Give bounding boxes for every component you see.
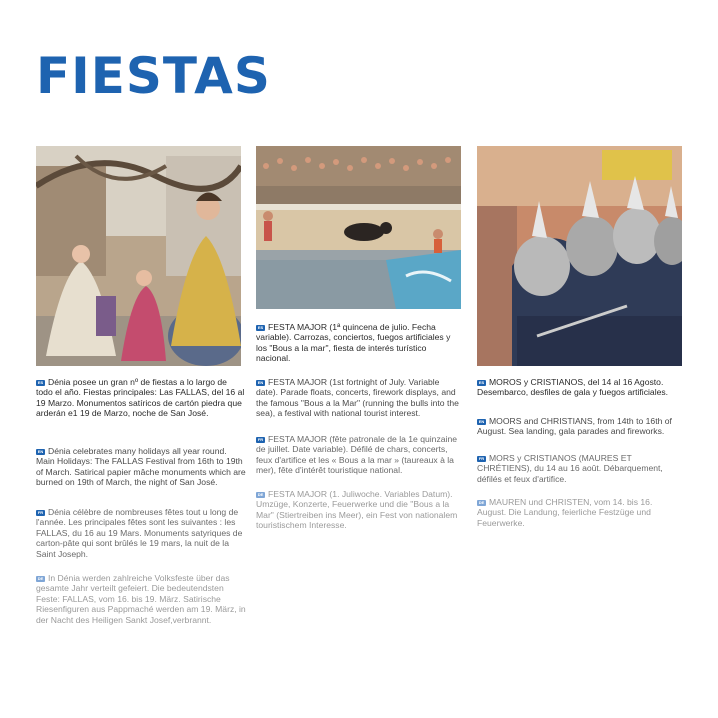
flag-icon: ES: [478, 380, 485, 385]
col2-spanish-text: ES FESTA MAJOR (1ª quincena de julio. Fecha variable). Carrozas, conciertos, fuegos artificiales y los "Bous a la mar", fiesta de interés turístico nacional.: [256, 322, 451, 364]
col1-german-text: DE In Dénia werden zahlreiche Volksfeste über das gesamte Jahr verteilt gefeiert. Die bedeutendsten Feste: FALLAS, vom 16. bis 19. März. Satirische Riesenfiguren aus Pappmaché werden am 19. März, in der Nacht des Heiligen Sankt Josef,verbrannt.: [36, 573, 246, 625]
flag-icon: ES: [257, 325, 264, 330]
page-title: FIESTAS: [36, 47, 271, 105]
flag-icon: DE: [257, 492, 264, 497]
col1-french-text: FR Dénia célèbre de nombreuses fêtes tout u long de l'année. Les principales fêtes sont les suivantes : les FALLAS, du 16 au 19 Mars. Monuments satyriques de carton-pâte qui sont brûlés le 19 mars, la nuit de la Saint Joseph.: [36, 507, 243, 559]
flag-icon: FR: [257, 437, 264, 442]
col1-english-text: EN Dénia celebrates many holidays all year round. Main Holidays: The FALLAS Festival from 16th to 19th of March. Satirical papier mâche monuments which are burned on 19th of March, the night of San José.: [36, 446, 246, 488]
flag-icon: DE: [478, 500, 485, 505]
col2-english-text: EN FESTA MAJOR (1st fortnight of July. Variable date). Parade floats, concerts, firework displays, and the famous "Bous a la Mar" (running the bulls into the sea), a festival with national tourist interest.: [256, 377, 459, 419]
flag-icon: ES: [37, 380, 44, 385]
flag-icon: FR: [478, 456, 485, 461]
col1-spanish-text: ES Dénia posee un gran nº de fiestas a lo largo de todo el año. Fiestas principales: Las FALLAS, del 16 al 19 Marzo. Monumentos satíricos de cartón piedra que arderán e1 19 de Marzo, noche de San José.: [36, 377, 245, 419]
moors-and-christians-photo: [477, 146, 682, 366]
col2-german-text: DE FESTA MAJOR (1. Juliwoche. Variables Datum). Umzüge, Konzerte, Feuerwerke und die "Bous a la Mar" (Stiertreiben ins Meer), ein Fest von nationalem touristischem Interesse.: [256, 489, 458, 531]
flag-icon: EN: [257, 380, 264, 385]
fallas-costume-photo: [36, 146, 241, 366]
col3-english-text: EN MOORS and CHRISTIANS, from 14th to 16th of August. Sea landing, gala parades and fireworks.: [477, 416, 672, 437]
col3-german-text: DE MAUREN und CHRISTEN, vom 14. bis 16. August. Die Landung, feierliche Festzüge und Feuerwerke.: [477, 497, 653, 528]
flag-icon: FR: [37, 510, 44, 515]
flag-icon: DE: [37, 576, 44, 581]
col2-french-text: FR FESTA MAJOR (fête patronale de la 1e quinzaine de juillet. Date variable). Défilé de chars, concerts, feux d'artifice et les « Bous a la mar » (taureaux à la mer), fête d'intérêt touristique national.: [256, 434, 458, 476]
flag-icon: EN: [478, 419, 485, 424]
flag-icon: EN: [37, 449, 44, 454]
bous-a-la-mar-photo: [256, 146, 461, 309]
col3-spanish-text: ES MOROS y CRISTIANOS, del 14 al 16 Agosto. Desembarco, desfiles de gala y fuegos artificiales.: [477, 377, 669, 398]
col3-french-text: FR MORS y CRISTIANOS (MAURES ET CHRÉTIENS), du 14 au 16 août. Débarquement, défilés et feux d'artifice.: [477, 453, 663, 484]
